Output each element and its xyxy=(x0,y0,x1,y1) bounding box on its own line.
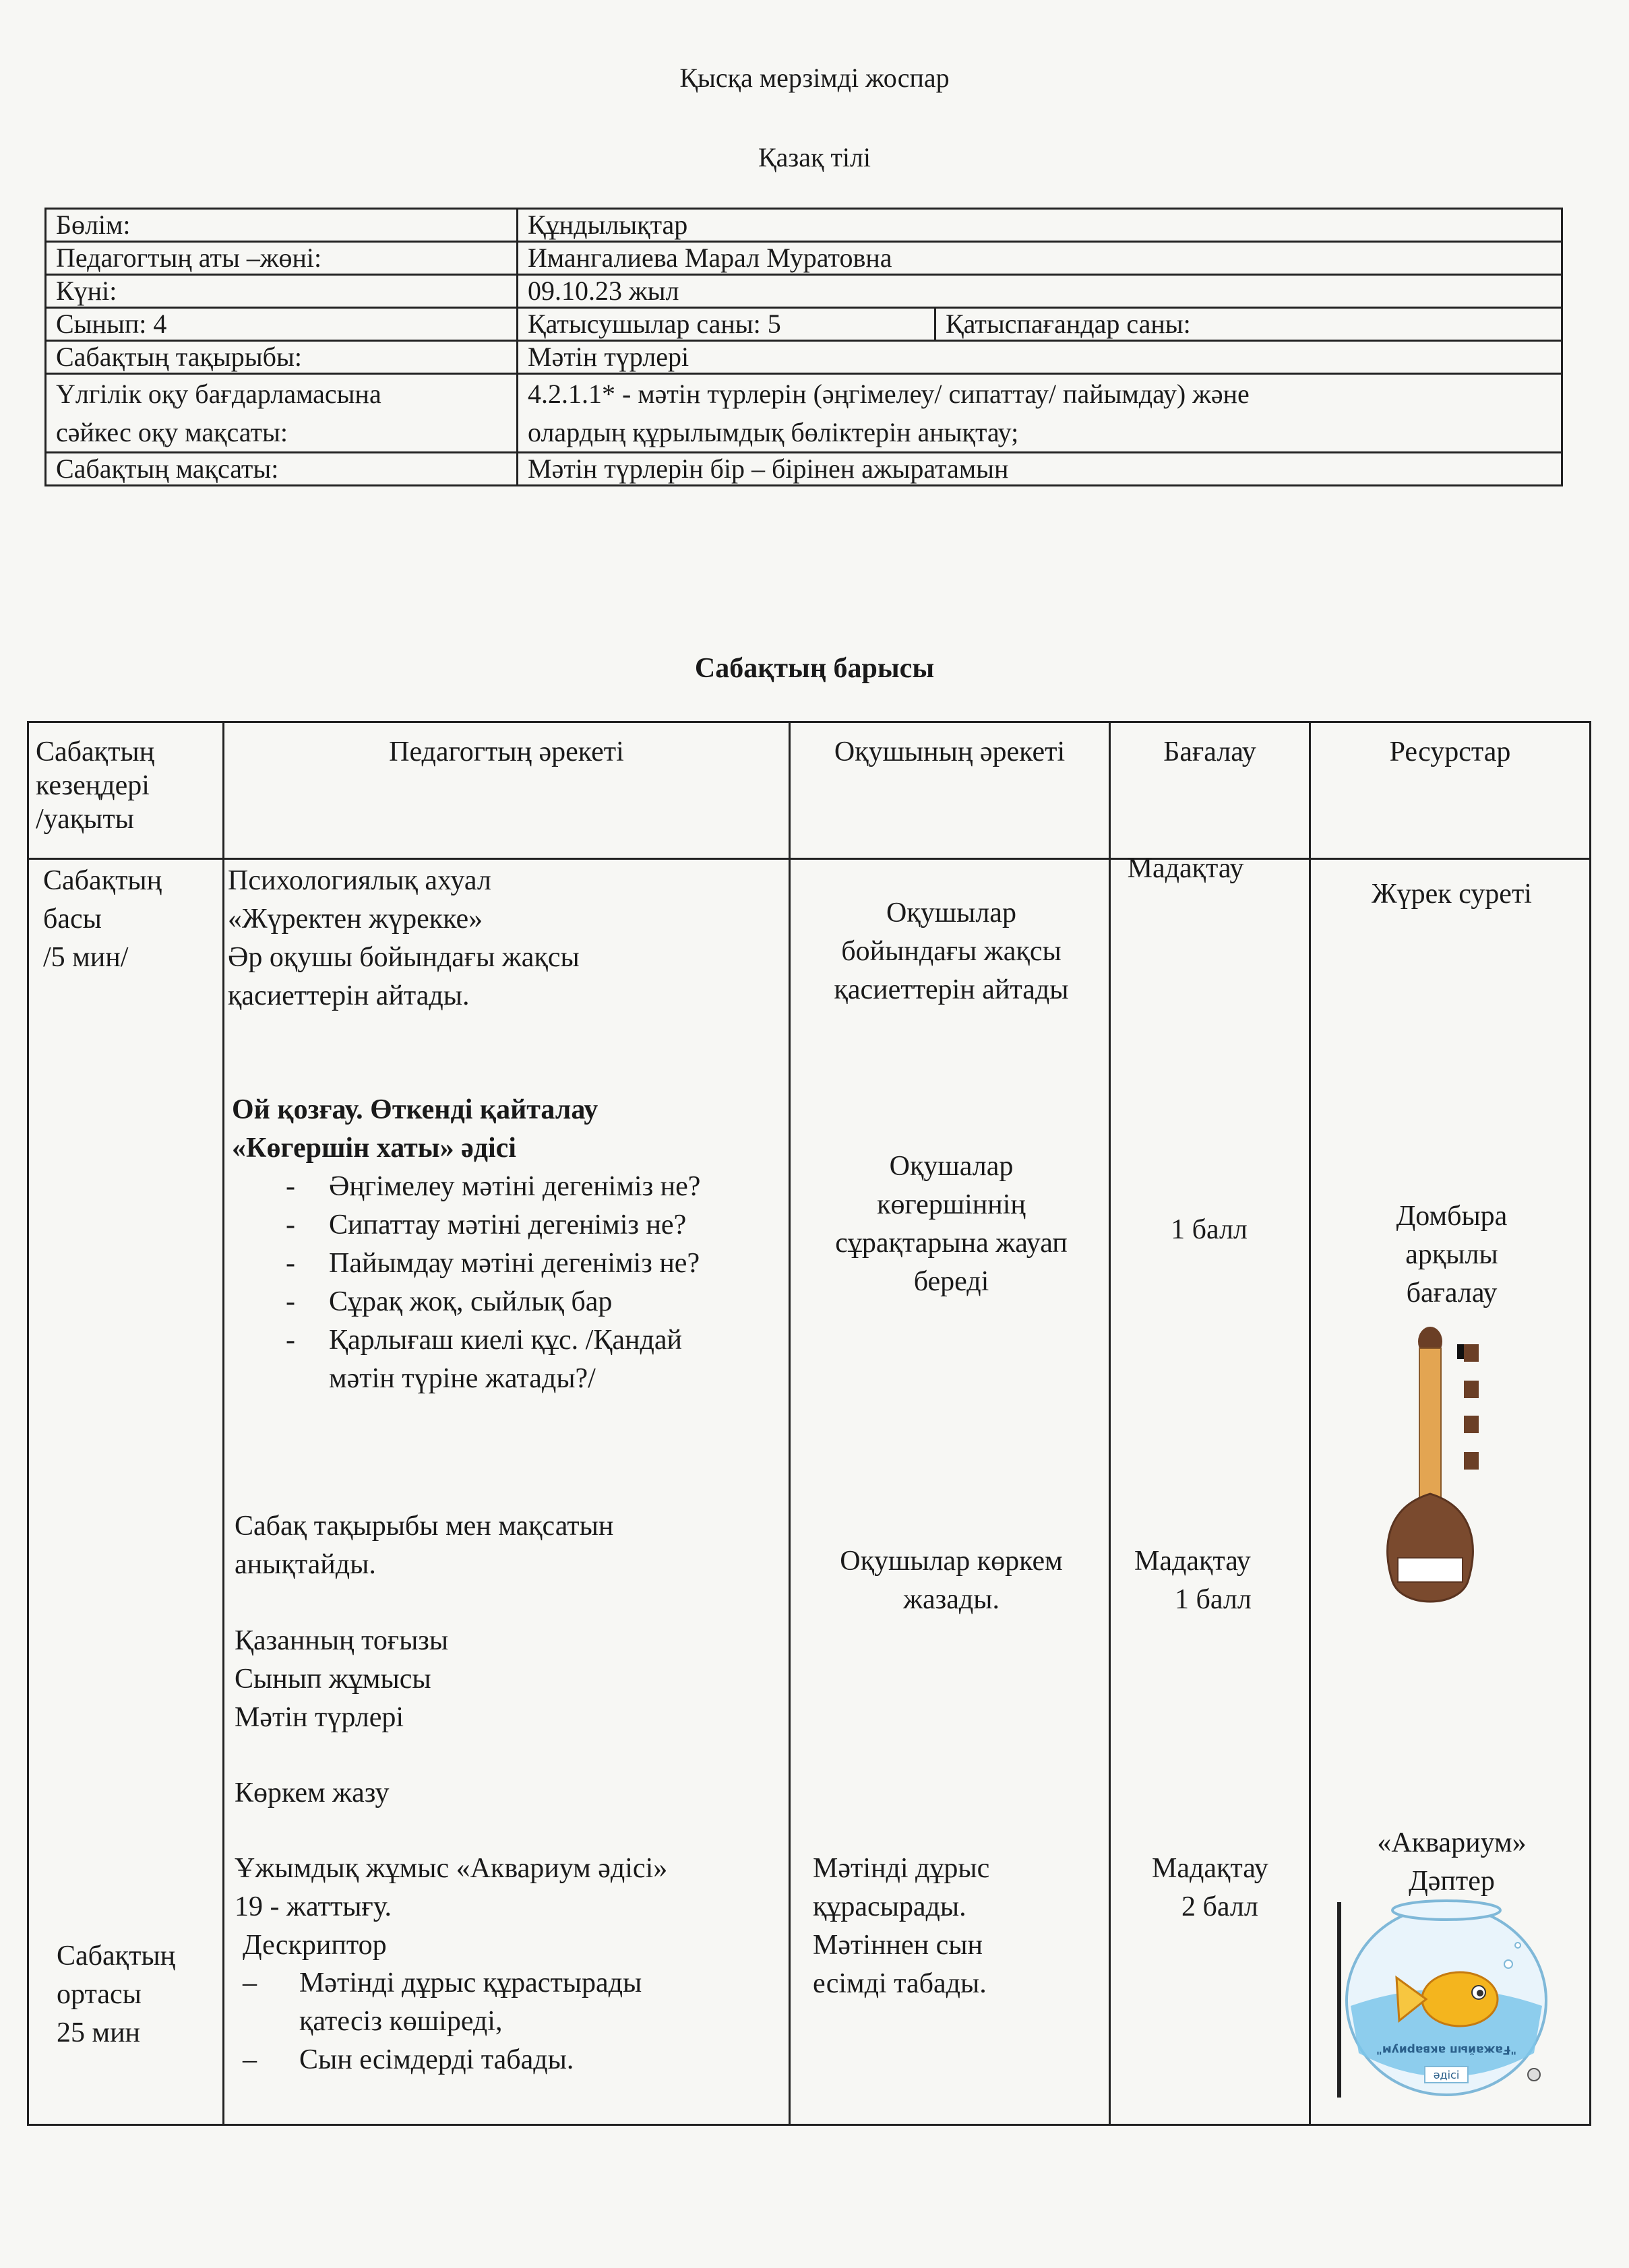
teacher-line: Ой қозғау. Өткенді қайталау xyxy=(232,1094,598,1125)
teacher-group xyxy=(235,1850,667,1926)
assessment-line: Мадақтау xyxy=(1152,1853,1268,1884)
resource-line: арқылы xyxy=(1405,1239,1498,1270)
info-value-line: 4.2.1.1* - мәтін түрлерін (әңгімелеу/ сипаттау/ пайымдау) және xyxy=(528,379,1250,409)
question-item-cont: мәтін түріне жатады?/ xyxy=(329,1363,596,1394)
lesson-table xyxy=(27,721,1591,2126)
info-row-teacher xyxy=(46,242,1562,275)
student-cell xyxy=(790,859,1110,2125)
aquarium-icon xyxy=(1332,1898,1554,2107)
descriptor-item: – Мәтінді дұрыс құрастырады xyxy=(243,1967,642,1998)
info-row-section xyxy=(46,209,1562,242)
info-value: Имангалиева Марал Муратовна xyxy=(518,242,1562,275)
teacher-descriptor: Дескриптор xyxy=(243,1930,387,1961)
assessment-cell xyxy=(1110,853,1310,2125)
info-table xyxy=(44,208,1563,486)
header-teacher: Педагогтың әрекеті xyxy=(224,722,790,859)
plan-title: Қысқа мерзімді жоспар xyxy=(679,63,950,93)
teacher-goal xyxy=(235,1507,613,1584)
student-s1 xyxy=(791,894,1111,1009)
info-row-class xyxy=(46,308,1562,341)
student-line: Мәтіннен сын xyxy=(813,1930,983,1961)
descriptor-list xyxy=(243,1964,642,2079)
resource-line: Дәптер xyxy=(1409,1866,1495,1897)
question-item: - Сұрақ жоқ, сыйлық бар xyxy=(286,1286,613,1317)
student-line: көгершіннің xyxy=(877,1189,1026,1220)
student-line: құрасырады. xyxy=(813,1891,966,1922)
info-value: Қатысушылар саны: 5 xyxy=(518,308,935,341)
info-label-line: Үлгілік оқу бағдарламасына xyxy=(56,379,381,409)
resource-line: Домбыра xyxy=(1396,1201,1508,1232)
info-value-line: олардың құрылымдық бөліктерін анықтау; xyxy=(528,417,1019,447)
header-stage xyxy=(28,722,224,859)
aquarium-caption: "Ғажайып аквариум" xyxy=(1376,2043,1517,2056)
teacher-cell xyxy=(224,859,790,2125)
lesson-body-row xyxy=(28,859,1591,2125)
info-label: Сабақтың мақсаты: xyxy=(46,453,518,486)
lesson-header-row xyxy=(28,722,1591,859)
info-label: Сынып: 4 xyxy=(46,308,518,341)
info-label: Бөлім: xyxy=(46,209,518,242)
stage-line: ортасы xyxy=(57,1979,142,2010)
resource-aquarium-text xyxy=(1312,1824,1592,1901)
student-line: есімді табады. xyxy=(813,1968,987,1999)
info-row-topic xyxy=(46,341,1562,374)
assessment-line: 1 балл xyxy=(1175,1584,1252,1615)
info-value: Мәтін түрлерін бір – бірінен ажыратамын xyxy=(518,453,1562,486)
dombra-icon xyxy=(1379,1325,1507,1622)
resource-heart: Жүрек суреті xyxy=(1372,879,1532,910)
teacher-warmup-title xyxy=(232,1091,598,1168)
assessment-a2: 1 балл xyxy=(1171,1214,1248,1245)
header-stage-line: /уақыты xyxy=(36,804,134,835)
header-stage-line: кезеңдері xyxy=(36,770,150,801)
info-value xyxy=(518,374,1562,453)
teacher-line: «Көгершін хаты» әдісі xyxy=(232,1133,516,1164)
stage-line: Сабақтың xyxy=(57,1941,176,1972)
teacher-line: Әр оқушы бойындағы жақсы xyxy=(228,942,580,973)
header-assessment: Бағалау xyxy=(1110,722,1310,859)
descriptor-item-cont: қатесіз көшіреді, xyxy=(299,2006,503,2037)
assessment-a1: Мадақтау xyxy=(1127,853,1244,884)
teacher-writing: Көркем жазу xyxy=(235,1777,390,1808)
info-value-absent: Қатыспағандар саны: xyxy=(935,308,1562,341)
student-line: береді xyxy=(913,1266,989,1297)
info-label-line: сәйкес оқу мақсаты: xyxy=(56,417,288,447)
student-line: Оқушалар xyxy=(889,1151,1014,1182)
resources-cell xyxy=(1310,859,1591,2125)
student-s2 xyxy=(791,1147,1111,1301)
teacher-line: анықтайды. xyxy=(235,1549,376,1580)
resource-line: бағалау xyxy=(1406,1278,1498,1309)
teacher-questions xyxy=(286,1168,700,1398)
resource-line: «Аквариум» xyxy=(1377,1827,1527,1858)
student-s4 xyxy=(813,1850,989,2003)
stage-line: басы xyxy=(43,904,102,935)
stage-middle xyxy=(57,1937,175,2052)
header-student: Оқушының әрекеті xyxy=(790,722,1110,859)
assessment-a3 xyxy=(1134,1542,1252,1619)
question-item: - Пайымдау мәтіні дегеніміз не? xyxy=(286,1248,700,1279)
question-item: - Қарлығаш киелі құс. /Қандай xyxy=(286,1325,682,1356)
teacher-line: «Жүректен жүрекке» xyxy=(228,904,483,935)
subject-title: Қазақ тілі xyxy=(758,142,871,172)
info-label xyxy=(46,374,518,453)
info-value: Мәтін түрлері xyxy=(518,341,1562,374)
assessment-line: Мадақтау xyxy=(1134,1546,1251,1577)
assessment-a4 xyxy=(1152,1850,1268,1926)
teacher-topics xyxy=(235,1622,448,1737)
info-label: Сабақтың тақырыбы: xyxy=(46,341,518,374)
assessment-line: 2 балл xyxy=(1181,1891,1258,1922)
aquarium-caption-2: әдісі xyxy=(1433,2069,1460,2081)
info-row-date xyxy=(46,275,1562,308)
teacher-line: Психологиялық ахуал xyxy=(228,865,491,896)
teacher-line: Қазанның тоғызы xyxy=(235,1625,449,1656)
header-resources: Ресурстар xyxy=(1310,722,1591,859)
student-line: Мәтінді дұрыс xyxy=(813,1853,990,1884)
student-line: қасиеттерін айтады xyxy=(834,974,1069,1005)
header-stage-line: Сабақтың xyxy=(36,736,155,767)
info-row-goal xyxy=(46,453,1562,486)
teacher-line: Мәтін түрлері xyxy=(235,1702,404,1733)
question-item: - Әңгімелеу мәтіні дегеніміз не? xyxy=(286,1171,701,1202)
stage-start xyxy=(43,862,162,977)
stage-cell xyxy=(28,859,224,2125)
info-value: 09.10.23 жыл xyxy=(518,275,1562,308)
descriptor-item: – Сын есімдерді табады. xyxy=(243,2044,574,2075)
student-line: бойындағы жақсы xyxy=(841,936,1062,967)
section-title: Сабақтың барысы xyxy=(694,653,935,684)
teacher-line: Сынып жұмысы xyxy=(235,1664,431,1695)
student-line: жазады. xyxy=(903,1584,1000,1615)
teacher-line: Ұжымдық жұмыс «Аквариум әдісі» xyxy=(235,1853,668,1884)
student-line: сұрақтарына жауап xyxy=(835,1228,1068,1259)
stage-line: /5 мин/ xyxy=(43,942,129,973)
info-label: Күні: xyxy=(46,275,518,308)
stage-line: 25 мин xyxy=(57,2017,141,2048)
teacher-line: қасиеттерін айтады. xyxy=(228,980,470,1011)
teacher-mood xyxy=(228,862,580,1015)
info-value: Құндылықтар xyxy=(518,209,1562,242)
student-line: Оқушылар көркем xyxy=(840,1546,1063,1577)
resource-dombra-text xyxy=(1312,1197,1592,1313)
info-label: Педагогтың аты –жөні: xyxy=(46,242,518,275)
stage-line: Сабақтың xyxy=(43,865,162,896)
teacher-line: Сабақ тақырыбы мен мақсатын xyxy=(235,1511,614,1542)
student-s3 xyxy=(791,1542,1111,1619)
student-line: Оқушылар xyxy=(886,897,1016,928)
teacher-line: 19 - жаттығу. xyxy=(235,1891,392,1922)
question-item: - Сипаттау мәтіні дегеніміз не? xyxy=(286,1209,687,1240)
info-row-objective xyxy=(46,374,1562,453)
